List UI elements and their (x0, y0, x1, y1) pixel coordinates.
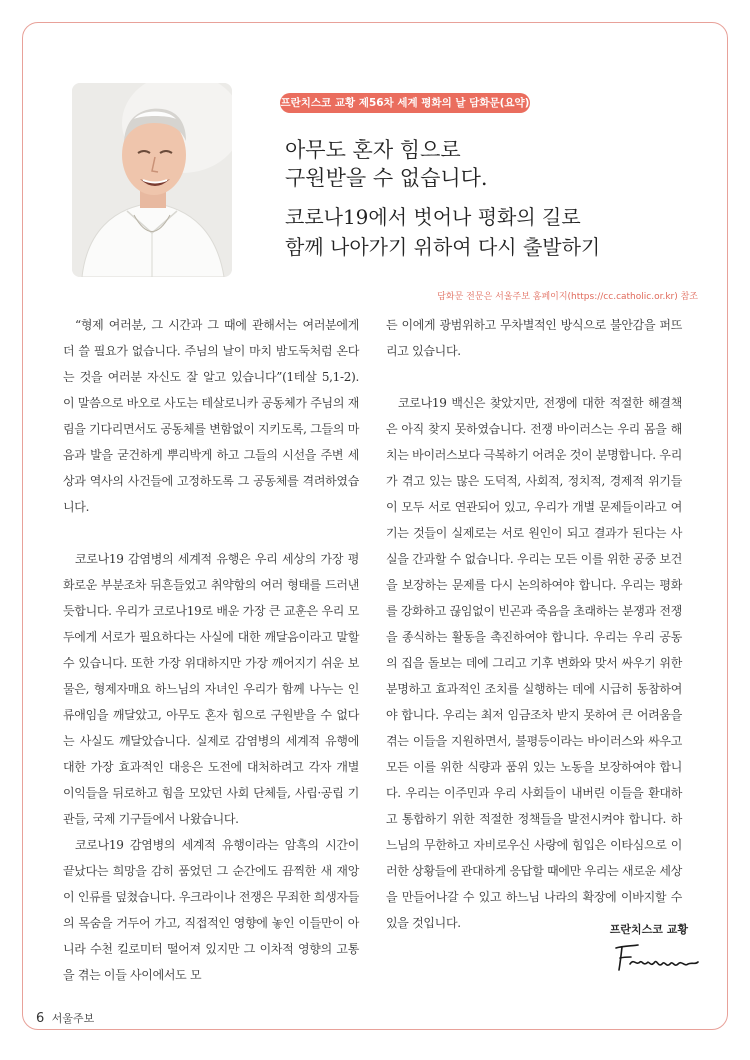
pope-portrait-image (72, 83, 232, 277)
headline-line: 아무도 혼자 힘으로 (285, 138, 461, 162)
paragraph: 코로나19 감염병의 세계적 유행이라는 암흑의 시간이 끝났다는 희망을 감히 품었던 그 순간에도 끔찍한 새 재앙이 인류를 덮쳤습니다. 우크라이나 전쟁은 무죄한 희생자들의 목숨을 거두어 가고, 직접적인 영향에 놓인 이들만이 아니라 수천 킬로미터 떨어져 있지만 그 이차적 영향의 고통을 겪는 이들 사이에서도 모 (63, 838, 359, 982)
paragraph: 코로나19 감염병의 세계적 유행은 우리 세상의 가장 평화로운 부분조차 뒤흔들었고 취약함의 여러 형태를 드러낸 듯합니다. 우리가 코로나19로 배운 가장 큰 교훈은 우리 모두에게 서로가 필요하다는 사실에 대한 깨달음이라고 말할 수 있습니다. 또한 가장 위대하지만 가장 깨어지기 쉬운 보물은, 형제자매요 하느님의 자녀인 우리가 함께 나누는 인류애임을 깨달았고, 아무도 혼자 힘으로 구원받을 수 없다는 사실도 깨달았습니다. 실제로 감염병의 세계적 유행에 대한 가장 효과적인 대응은 도전에 대처하려고 각자 개별 이익들을 뒤로하고 힘을 모았던 사회 단체들, 사립·공립 기관들, 국제 기구들에서 나왔습니다. (63, 552, 359, 826)
subheadline-line: 코로나19에서 벗어나 평화의 길로 (285, 205, 581, 229)
article-category-badge: 프란치스코 교황 제56차 세계 평화의 날 담화문(요약) (280, 93, 530, 113)
paragraph: 코로나19 백신은 찾았지만, 전쟁에 대한 적절한 해결책은 아직 찾지 못하였습니다. 전쟁 바이러스는 우리 몸을 해치는 바이러스보다 극복하기 어려운 것이 분명합니다. 우리가 겪고 있는 많은 도덕적, 사회적, 정치적, 경제적 위기들이 모두 서로 연관되어 있고, 우리가 개별 문제들이라고 여기는 것들이 실제로는 서로 원인이 되고 결과가 된다는 사실을 간과할 수 없습니다. 우리는 모든 이를 위한 공중 보건을 보장하는 문제를 다시 논의하여야 합니다. 우리는 평화를 강화하고 끊임없이 빈곤과 죽음을 초래하는 분쟁과 전쟁을 종식하는 활동을 촉진하여야 합니다. 우리는 우리 공동의 집을 돌보는 데에 그리고 기후 변화와 맞서 싸우기 위한 분명하고 효과적인 조치를 실행하는 데에 시급히 동참하여야 합니다. 우리는 최저 임금조차 받지 못하여 큰 어려움을 겪는 이들을 지원하면서, 불평등이라는 바이러스와 싸우고 모든 이를 위한 식량과 품위 있는 노동을 보장하여야 합니다. 우리는 이주민과 우리 사회들이 내버린 이들을 환대하고 통합하기 위한 적절한 정책들을 발전시켜야 합니다. 하느님의 무한하고 자비로우신 사랑에 힘입은 이타심으로 이러한 상황들에 관대하게 응답할 때에만 우리는 새로운 세상을 만들어나갈 수 있고 하느님 나라의 확장에 이바지할 수 있을 것입니다. (386, 396, 682, 930)
paragraph: “형제 여러분, 그 시간과 그 때에 관해서는 여러분에게 더 쓸 필요가 없습니다. 주님의 날이 마치 밤도둑처럼 온다는 것을 여러분 자신도 잘 알고 있습니다”(1테살 5,1-2). 이 말씀으로 바오로 사도는 테살로니카 공동체가 주님의 재림을 기다리면서도 공동체를 변함없이 지키도록, 그들의 마음과 발을 굳건하게 뿌리박게 하고 그들의 시선을 주변 세상과 역사의 사건들에 고정하도록 그 공동체를 격려하였습니다. (63, 318, 359, 514)
pope-photo (72, 83, 232, 277)
article-column-left (63, 312, 359, 988)
handwritten-signature (612, 938, 702, 978)
source-note: 담화문 전문은 서울주보 홈페이지(https://cc.catholic.or.kr) 참조 (437, 292, 698, 302)
page-number: 6 (36, 1011, 45, 1026)
headline (285, 136, 488, 192)
page-footer (36, 1010, 94, 1026)
publication-name: 서울주보 (51, 1012, 95, 1025)
paragraph: 든 이에게 광범위하고 무차별적인 방식으로 불안감을 퍼뜨리고 있습니다. (386, 318, 682, 358)
article-column-right (386, 312, 682, 936)
signature-name: 프란치스코 교황 (609, 923, 688, 936)
headline-line: 구원받을 수 없습니다. (285, 166, 488, 190)
subheadline (285, 202, 600, 262)
subheadline-line: 함께 나아가기 위하여 다시 출발하기 (285, 235, 601, 259)
